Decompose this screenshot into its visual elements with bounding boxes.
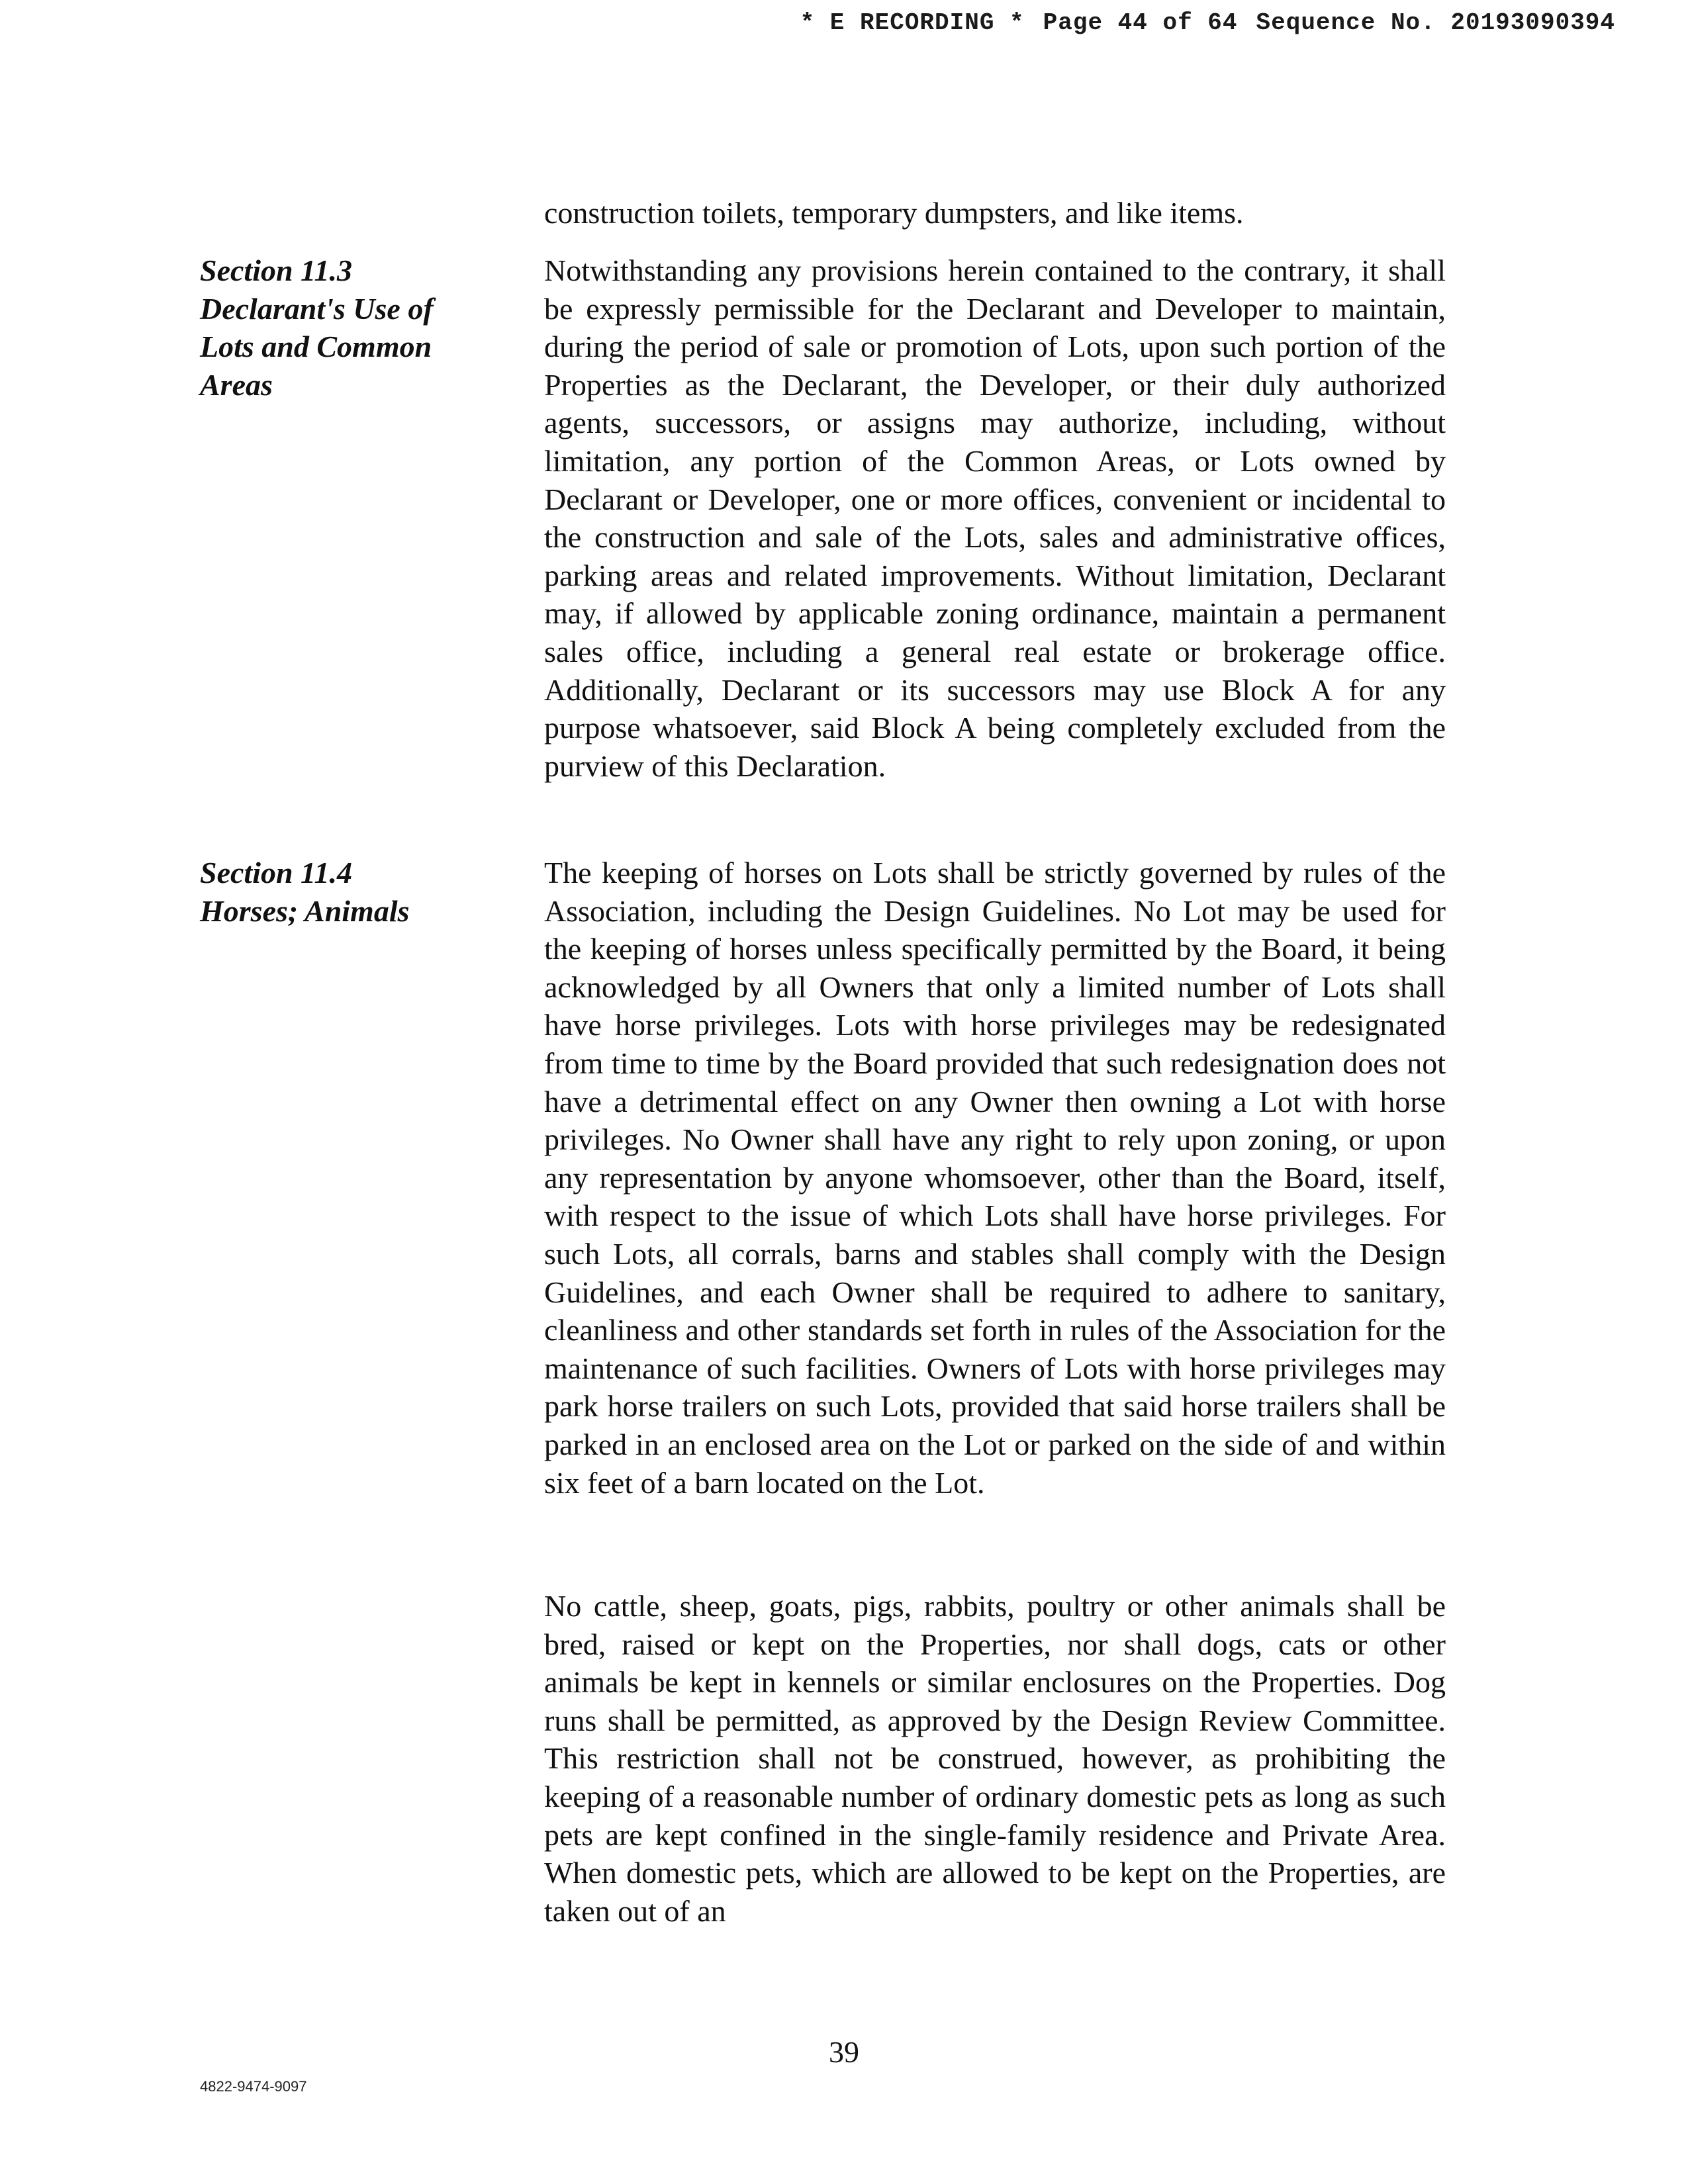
page-number: 39 — [829, 2035, 859, 2069]
page-info: Page 44 of 64 — [1043, 9, 1238, 36]
section-11-3-paragraph: Notwithstanding any provisions herein contained to the contrary, it shall be expressly permissible for the Declarant and Developer to maintain, during the period of sale or promotion of Lots, upon such portion of the Properties as the Declarant, the Developer, or their duly authorized agents, successors, or assigns may authorize, including, without limitation, any portion of the Common Areas, or Lots owned by Declarant or Developer, one or more offices, convenient or incidental to the construction and sale of the Lots, sales and administrative offices, parking areas and related improvements. Without limitation, Declarant may, if allowed by applicable zoning ordinance, maintain a permanent sales office, including a general real estate or brokerage office. Additionally, Declarant or its successors may use Block A for any purpose whatsoever, said Block A being completely excluded from the purview of this Declaration. — [544, 253, 1446, 783]
section-label-line: Areas — [200, 367, 273, 402]
document-id: 4822-9474-9097 — [200, 2078, 307, 2095]
continued-text: construction toilets, temporary dumpsters, and like items. — [544, 196, 1244, 230]
section-label-line: Section 11.3 — [200, 253, 353, 287]
section-label-line: Section 11.4 — [200, 856, 353, 889]
section-label-line: Horses; Animals — [200, 893, 410, 928]
section-11-4-label — [200, 854, 491, 930]
sequence-number: Sequence No. 20193090394 — [1256, 9, 1615, 36]
section-11-3-label — [200, 251, 491, 404]
section-11-4-paragraph-1: The keeping of horses on Lots shall be strictly governed by rules of the Association, including the Design Guidelines. No Lot may be used for the keeping of horses unless specifically permitted by the Board, it being acknowledged by all Owners that only a limited number of Lots shall have horse privileges. Lots with horse privileges may be redesignated from time to time by the Board provided that such redesignation does not have a detrimental effect on any Owner then owning a Lot with horse privileges. No Owner shall have any right to rely upon zoning, or upon any representation by anyone whomsoever, other than the Board, itself, with respect to the issue of which Lots shall have horse privileges. For such Lots, all corrals, barns and stables shall comply with the Design Guidelines, and each Owner shall be required to adhere to sanitary, cleanliness and other standards set forth in rules of the Association for the maintenance of such facilities. Owners of Lots with horse privileges may park horse trailers on such Lots, provided that said horse trailers shall be parked in an enclosed area on the Lot or parked on the side of and within six feet of a barn located on the Lot. — [544, 856, 1446, 1500]
section-label-line: Lots and Common — [200, 330, 432, 364]
recording-label: * E RECORDING * — [800, 9, 1025, 36]
section-label-line: Declarant's Use of — [200, 291, 434, 326]
section-11-4-paragraph-2: No cattle, sheep, goats, pigs, rabbits, poultry or other animals shall be bred, raised or kept on the Properties, nor shall dogs, cats or other animals be kept in kennels or similar enclosures on the Properties. Dog runs shall be permitted, as approved by the Design Review Committee. This restriction shall not be construed, however, as prohibiting the keeping of a reasonable number of ordinary domestic pets as long as such pets are kept confined in the single-family residence and Private Area. When domestic pets, which are allowed to be kept on the Properties, are taken out of an — [544, 1589, 1446, 1928]
